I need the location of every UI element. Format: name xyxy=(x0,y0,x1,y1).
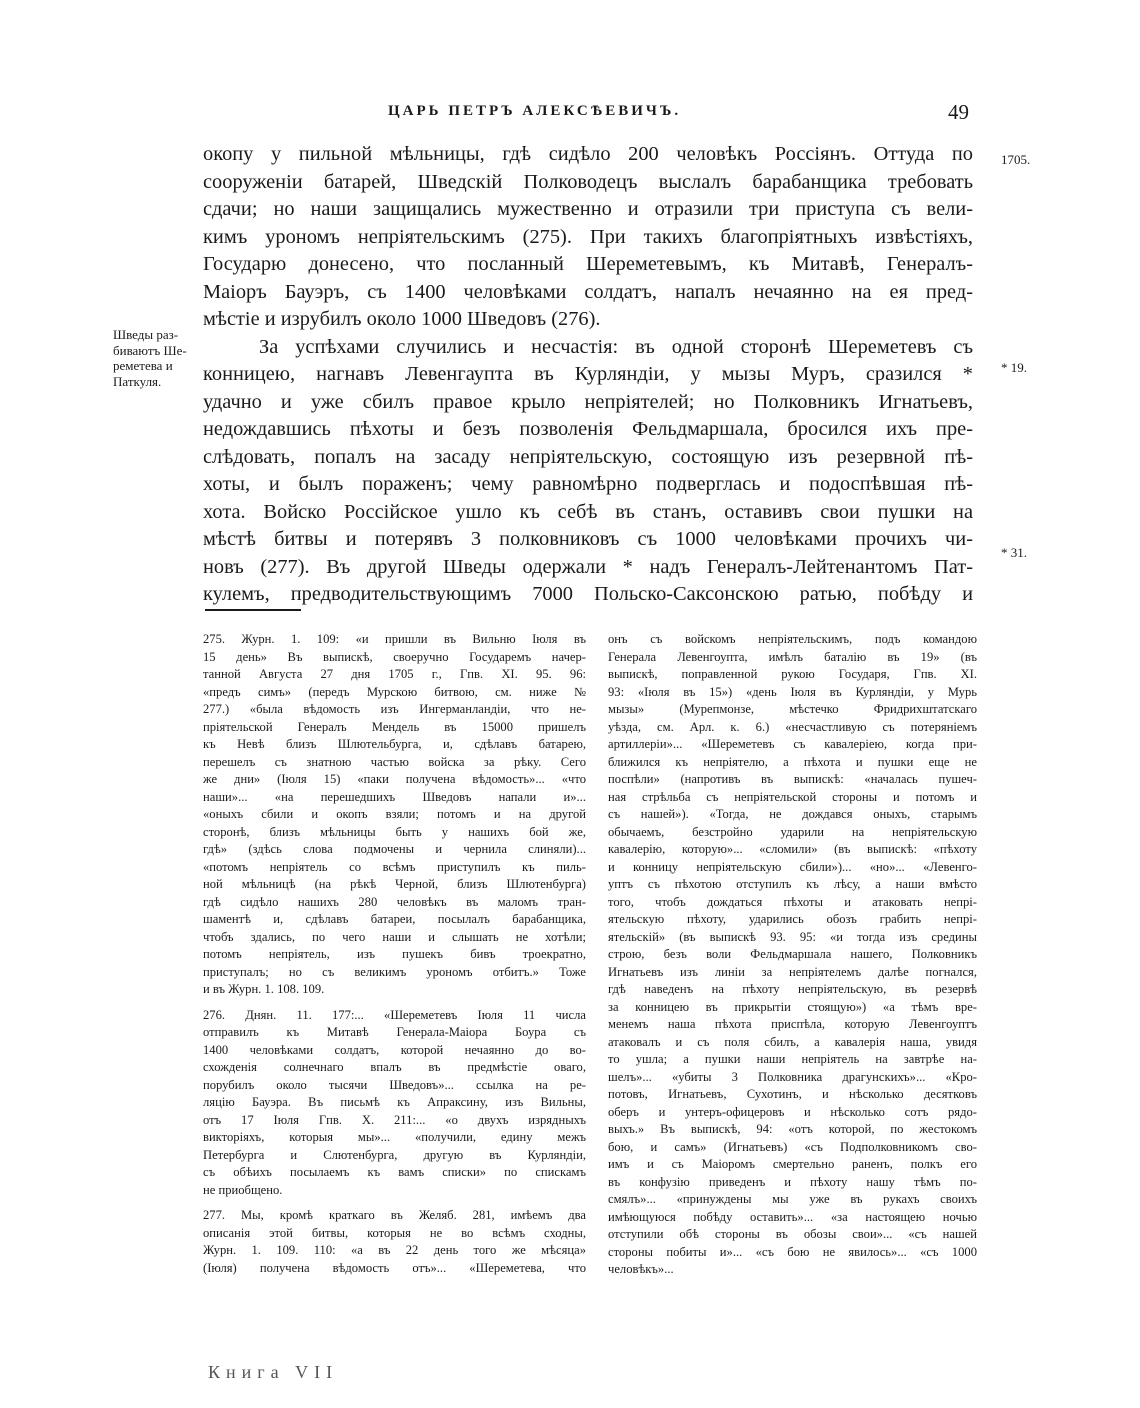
footnote-line: уѣзда, см. Арл. к. 6.) «несчастливую съ потеряніемъ xyxy=(608,719,977,734)
footnote-line: потовъ, Игнатьевъ, Сухотинъ, и нѣсколько десятковъ xyxy=(608,1087,977,1101)
footnote-line: ближился къ непріятелю, а пѣхота и пушки еще не xyxy=(608,754,977,769)
footnote-line: поспѣли» (напротивъ въ выпискѣ: «началась пушеч- xyxy=(608,772,977,786)
footnote-line: пріятельской Генералъ Мендель въ 15000 пришелъ xyxy=(203,719,586,734)
running-title: ЦАРЬ ПЕТРЪ АЛЕКСѢЕВИЧЪ. xyxy=(388,103,682,119)
footnote-line: 275. Журн. 1. 109: «и пришли въ Вильню Іюля въ xyxy=(203,632,586,646)
text-line: сдачи; но наши защищались мужественно и отразили три приступа съ вели- xyxy=(203,198,973,220)
footnote-line: имъ и съ Маіоромъ смертельно раненъ, полкъ его xyxy=(608,1157,977,1171)
footnote-line: ляцію Бауэра. Въ письмѣ къ Апраксину, изъ Вильны, xyxy=(203,1095,586,1109)
text-line: Маіоръ Бауэръ, съ 1400 человѣками солдатъ, напалъ нечаянно на ея пред- xyxy=(203,280,973,303)
footnote-line: гдѣ» (здѣсь слова подмочены и чернила слиняли)... xyxy=(203,842,586,856)
text-line: сооруженіи батарей, Шведскій Полководецъ выслалъ барабанщика требовать xyxy=(203,170,973,193)
footnote-line: танной Августа 27 дня 1705 г., Гпв. XI. 95. 96: xyxy=(203,667,586,681)
text-line: мѣстѣ битвы и потерявъ 3 полковниковъ съ 1000 человѣками прочихъ чи- xyxy=(203,528,973,550)
footnote-line: Петербурга и Слютенбурга, другую въ Курляндіи, xyxy=(203,1147,586,1162)
footnote-line: смялъ»... «принуждены мы уже въ рукахъ своихъ xyxy=(608,1192,977,1206)
footnote-line: выхъ.» Въ выпискѣ, 94: «отъ которой, по жестокомъ xyxy=(608,1122,977,1136)
footnote-line: наши»... «на перешедшихъ Шведовъ напали и»... xyxy=(203,789,586,804)
footnote-line: чтобъ здались, по чего наши и слышать не хотѣли; xyxy=(203,929,586,944)
text-line: окопу у пильной мѣльницы, гдѣ сидѣло 200 человѣкъ Россіянъ. Оттуда по xyxy=(203,143,973,165)
footnote-line: приступалъ; но съ великимъ урономъ отбитъ.» Тоже xyxy=(203,964,586,979)
footnote-line: викторіяхъ, которыя мы»... «получили, едину межъ xyxy=(203,1130,586,1144)
footnote-line: съ обѣихъ посылаемъ къ вамъ списки» по спискамъ xyxy=(203,1165,586,1179)
footnote-line: перешелъ съ знатною частью войска за рѣку. Сего xyxy=(203,754,586,769)
footnote-line: строю, безъ воли Фельдмаршала нашего, Полковникъ xyxy=(608,947,977,961)
footnote-line: гдѣ наведенъ на пѣхоту непріятельскую, въ резервѣ xyxy=(608,982,977,996)
footnote-line: Генерала Левенгоупта, имѣлъ баталію въ 19» (въ xyxy=(608,649,977,664)
footnote-line: шелъ»... «убиты 3 Полковника драгунскихъ»... «Кро- xyxy=(608,1069,977,1084)
footnote-line: «оныхъ сбили и окопъ взяли; потомъ и на другой xyxy=(203,807,586,821)
footnote-line: ятельскій» (въ выпискѣ 93. 95: «и тогда изъ средины xyxy=(608,929,977,944)
footnote-line: не приобщено. xyxy=(203,1182,283,1197)
footnote-line: (Іюля) получена вѣдомость отъ»... «Шереметева, что xyxy=(203,1260,586,1275)
main-text xyxy=(203,141,973,609)
footnote-line: съ нашей»). «Тогда, не дождався оныхъ, старымъ xyxy=(608,807,977,821)
side-note-line: реметева и xyxy=(113,358,173,373)
text-line: хота. Войско Россійское ушло къ себѣ въ станъ, оставивъ свои пушки на xyxy=(203,500,973,523)
footnote-line: описанія этой битвы, которыя не во всѣмъ сходны, xyxy=(203,1225,586,1240)
footnote-line: человѣкъ»... xyxy=(608,1262,674,1276)
footnote-line: бою, и самъ» (Игнатьевъ) «съ Подполковникомъ сво- xyxy=(608,1139,977,1154)
footnote-line: Игнатьевъ изъ линіи за непріятелемъ далѣе погнался, xyxy=(608,964,977,979)
footnotes-right-column xyxy=(608,631,977,1279)
footnote-line: за конницею въ прикрытіи стоящую») «а тѣмъ вре- xyxy=(608,999,977,1014)
footnote-line: обычаемъ, безстройно ударили на непріятельскую xyxy=(608,824,977,839)
footnote-line: ной мѣльницѣ (на рѣкѣ Черной, близъ Шлютенбурга) xyxy=(203,877,586,891)
footnote-line: стороны побиты и»... «съ бою не явилось»... «съ 1000 xyxy=(608,1244,977,1259)
footnote-line: отъ 17 Іюля Гпв. X. 211:... «о двухъ изрядныхъ xyxy=(203,1112,586,1127)
footnote-line: же дни» (Іюля 15) «паки получена вѣдомость»... «что xyxy=(203,772,586,786)
side-note xyxy=(113,327,205,389)
text-line: кимъ урономъ непріятельскимъ (275). При такихъ благопріятныхъ извѣстіяхъ, xyxy=(203,225,973,248)
footnote-line: онъ съ войскомъ непріятельскимъ, подъ командою xyxy=(608,632,977,646)
footnotes-left-column xyxy=(203,631,586,1277)
footnote-line: сторонѣ, близъ мѣльницы быть у нашихъ бой же, xyxy=(203,824,586,839)
footnote-line: ная стрѣльба съ непріятельской стороны и потомъ и xyxy=(608,789,977,804)
footnote-line: къ Невѣ близъ Шлютельбурга, и, сдѣлавъ батарею, xyxy=(203,737,586,751)
footnote-line: схожденія солнечнаго впалъ въ предмѣстіе оваго, xyxy=(203,1060,586,1074)
text-line: хоты, и былъ пораженъ; чему равномѣрно подверглась и подоспѣвшая пѣ- xyxy=(203,473,973,495)
footnote-line: Журн. 1. 109. 110: «а въ 22 день того же мѣсяца» xyxy=(203,1243,586,1257)
page-number: 49 xyxy=(948,100,969,124)
side-note-line: биваютъ Ше- xyxy=(113,342,187,358)
footnote-line: того, чтобъ дождаться пѣхоты и атаковать непрі- xyxy=(608,894,977,909)
footnote-line: «предъ симъ» (передъ Мурскою битвою, см. ниже № xyxy=(203,684,586,699)
footnote-line: выпискѣ, поправленной рукою Государя, Гпв. XI. xyxy=(608,667,977,681)
signature-mark: Книга VII xyxy=(208,1362,339,1382)
footnote-line: порубилъ около тысячи Шведовъ»... ссылка на ре- xyxy=(203,1077,586,1092)
footnote-line: кавалерію, которую»... «сломили» (въ выпискѣ: «пѣхоту xyxy=(608,842,977,856)
text-line: недождавшись пѣхоты и безъ позволенія Фельдмаршала, бросился ихъ пре- xyxy=(203,418,973,440)
text-line: За успѣхами случились и несчастія: въ одной сторонѣ Шереметевъ съ xyxy=(259,335,973,358)
footnote-line: менемъ наша пѣхота приспѣла, которую Левенгоуптъ xyxy=(608,1017,977,1031)
margin-mark-31: * 31. xyxy=(1001,545,1027,560)
footnote-line: 93: «Іюля въ 15») «день Іюля въ Курляндіи, у Мурь xyxy=(608,684,977,699)
footnote-line: гдѣ сидѣло нашихъ 280 человѣкъ въ маломъ тран- xyxy=(203,894,586,909)
side-note-line: Паткуля. xyxy=(113,373,162,389)
footnote-line: отступили обѣ стороны въ обозы свои»... «съ нашей xyxy=(608,1227,977,1241)
footnote-line: 276. Днян. 11. 177:... «Шереметевъ Іюля 11 числа xyxy=(203,1007,586,1022)
footnote-line: и конницу непріятельскую сбили»)... «но»... «Левенго- xyxy=(608,859,977,874)
text-line: конницею, нагнавъ Левенгаупта въ Курляндіи, у мызы Муръ, сразился * xyxy=(203,363,973,385)
text-line: кулемъ, предводительствующимъ 7000 Польско-Саксонскою ратью, побѣду и xyxy=(203,583,973,605)
text-line: Государю донесено, что посланный Шереметевымъ, къ Митавѣ, Генералъ- xyxy=(203,253,973,275)
text-line: мѣстіе и изрубилъ около 1000 Шведовъ (276). xyxy=(203,308,601,330)
margin-year: 1705. xyxy=(1001,152,1031,167)
footnote-line: 277. Мы, кромѣ краткаго въ Желяб. 281, имѣемъ два xyxy=(203,1208,586,1222)
footnote-line: атаковалъ и съ поля сбилъ, а кавалерія наша, увидя xyxy=(608,1034,977,1049)
footnote-line: потомъ непріятель, изъ пушекъ бивъ троекратно, xyxy=(203,947,586,961)
text-line: слѣдовать, попалъ на засаду непріятельскую, состоящую изъ резервной пѣ- xyxy=(203,445,973,468)
footnote-line: 1400 человѣками солдатъ, которой нечаянно до во- xyxy=(203,1042,586,1057)
footnote-line: 15 день» Въ выпискѣ, своеручно Государемъ начер- xyxy=(203,649,586,664)
footnote-line: отправилъ къ Митавѣ Генерала-Маіора Боура съ xyxy=(203,1025,586,1039)
footnote-line: артиллеріи»... «Шереметевъ съ кавалеріею, когда при- xyxy=(608,737,977,751)
text-line: новъ (277). Въ другой Шведы одержали * надъ Генералъ-Лейтенантомъ Пат- xyxy=(203,555,973,578)
footnote-line: мызы» (Мурепмонзе, мѣстечко Фридрихштатскаго xyxy=(608,702,977,716)
footnote-line: то ушла; а пушки наши непріятель на завтрѣе на- xyxy=(608,1052,977,1066)
footnote-line: 277.) «была вѣдомость изъ Ингерманландіи, что не- xyxy=(203,702,586,716)
footnote-line: «потомъ непріятель со всѣмъ приступилъ къ пиль- xyxy=(203,859,586,874)
footnote-line: и въ Журн. 1. 108. 109. xyxy=(203,982,325,996)
footnote-line: въ конфузію приведенъ и пѣхоту нашу тѣмъ по- xyxy=(608,1174,977,1189)
footnote-line: уптъ съ пѣхотою отступилъ къ лѣсу, а наши вмѣсто xyxy=(608,877,977,891)
side-note-line: Шведы раз- xyxy=(113,327,179,342)
text-line: удачно и уже сбилъ правое крыло непріятелей; но Полковникъ Игнатьевъ, xyxy=(203,390,973,413)
footnote-line: шаментѣ и, сдѣлавъ батареи, посылалъ барабанщика, xyxy=(203,912,586,926)
footnote-divider xyxy=(205,609,301,611)
footnote-line: ятельскую пѣхоту, ударились обозъ грабить непрі- xyxy=(608,912,977,926)
margin-mark-19: * 19. xyxy=(1001,360,1027,375)
footnote-line: оберъ и унтеръ-офицеровъ и нѣсколько сотъ рядо- xyxy=(608,1104,977,1119)
footnote-line: имѣющуюся побѣду оставить»... «за настоящею ночью xyxy=(608,1209,977,1224)
